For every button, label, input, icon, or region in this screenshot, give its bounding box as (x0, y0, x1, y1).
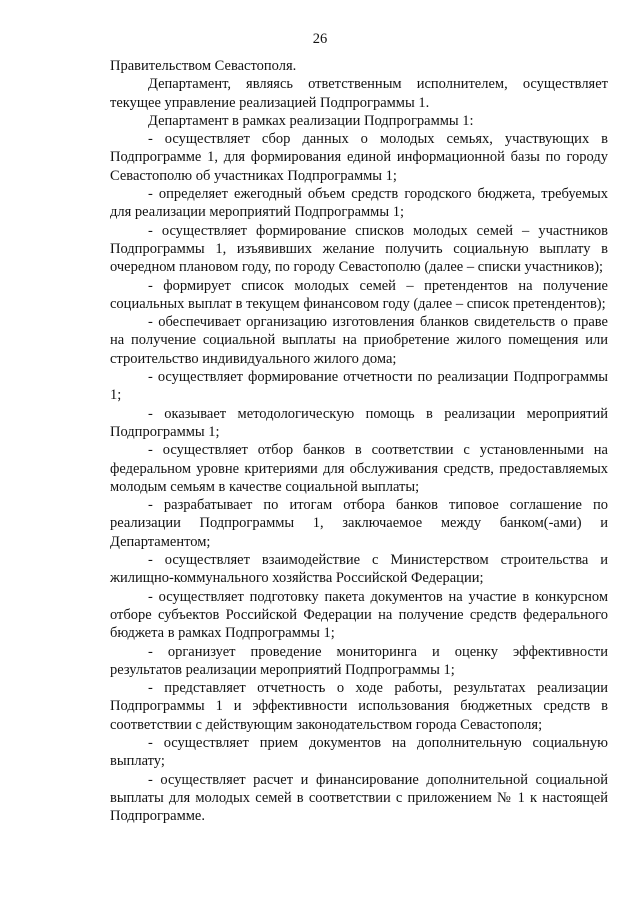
list-item-document-intake: - осуществляет прием документов на дополнительную социальную выплату; (110, 734, 608, 770)
list-item-ministry-interaction: - осуществляет взаимодействие с Министерством строительства и жилищно-коммунального хозяйства Российской Федерации; (110, 552, 608, 587)
list-item-reporting: - осуществляет формирование отчетности по реализации Подпрограммы 1; (110, 369, 608, 404)
list-item-applicant-list: - формирует список молодых семей – претендентов на получение социальных выплат в текущем финансовом году (далее – список претендентов); (110, 277, 608, 312)
list-item-methodological-help: - оказывает методологическую помощь в реализации мероприятий Подпрограммы 1; (110, 405, 608, 440)
document-body (110, 57, 608, 825)
list-item-certificate-forms: - обеспечивает организацию изготовления бланков свидетельств о праве на получение социальной выплаты на приобретение жилого помещения или строительство индивидуального жилого дома; (110, 314, 608, 367)
paragraph-responsible-executor: Департамент, являясь ответственным исполнителем, осуществляет текущее управление реализацией Подпрограммы 1. (110, 76, 608, 111)
list-item-standard-agreement: - разрабатывает по итогам отбора банков типовое соглашение по реализации Подпрограммы 1, заключаемое между банком(-ами) и Департаментом; (110, 497, 608, 550)
paragraph-department-duties-intro: Департамент в рамках реализации Подпрограммы 1: (148, 112, 474, 129)
list-item-monitoring: - организует проведение мониторинга и оценку эффективности результатов реализации мероприятий Подпрограммы 1; (110, 643, 608, 678)
page-number: 26 (312, 31, 328, 47)
list-item-bank-selection: - осуществляет отбор банков в соответствии с установленными на федеральном уровне критериями для обслуживания средств, предоставляемых молодым семьям в качестве социальной выплаты; (110, 442, 608, 495)
list-item-progress-reporting: - представляет отчетность о ходе работы, результатах реализации Подпрограммы 1 и эффективности использования бюджетных средств в соответствии с действующим законодательством города Севастополя; (110, 680, 608, 733)
list-item-data-collection: - осуществляет сбор данных о молодых семьях, участвующих в Подпрограмме 1, для формирования единой информационной базы по городу Севастополю об участниках Подпрограммы 1; (110, 131, 608, 184)
list-item-budget-volume: - определяет ежегодный объем средств городского бюджета, требуемых для реализации мероприятий Подпрограммы 1; (110, 186, 608, 221)
list-item-additional-payment: - осуществляет расчет и финансирование дополнительной социальной выплаты для молодых семей в соответствии с приложением № 1 к настоящей Подпрограмме. (110, 771, 608, 825)
list-item-competition-documents: - осуществляет подготовку пакета документов на участие в конкурсном отборе субъектов Российской Федерации на получение средств федерального бюджета в рамках Подпрограммы 1; (110, 588, 608, 642)
list-item-participant-lists: - осуществляет формирование списков молодых семей – участников Подпрограммы 1, изъявивших желание получить социальную выплату в очередном плановом году, по городу Севастополю (далее – списки участников); (110, 222, 608, 276)
paragraph-continuation: Правительством Севастополя. (110, 58, 297, 74)
